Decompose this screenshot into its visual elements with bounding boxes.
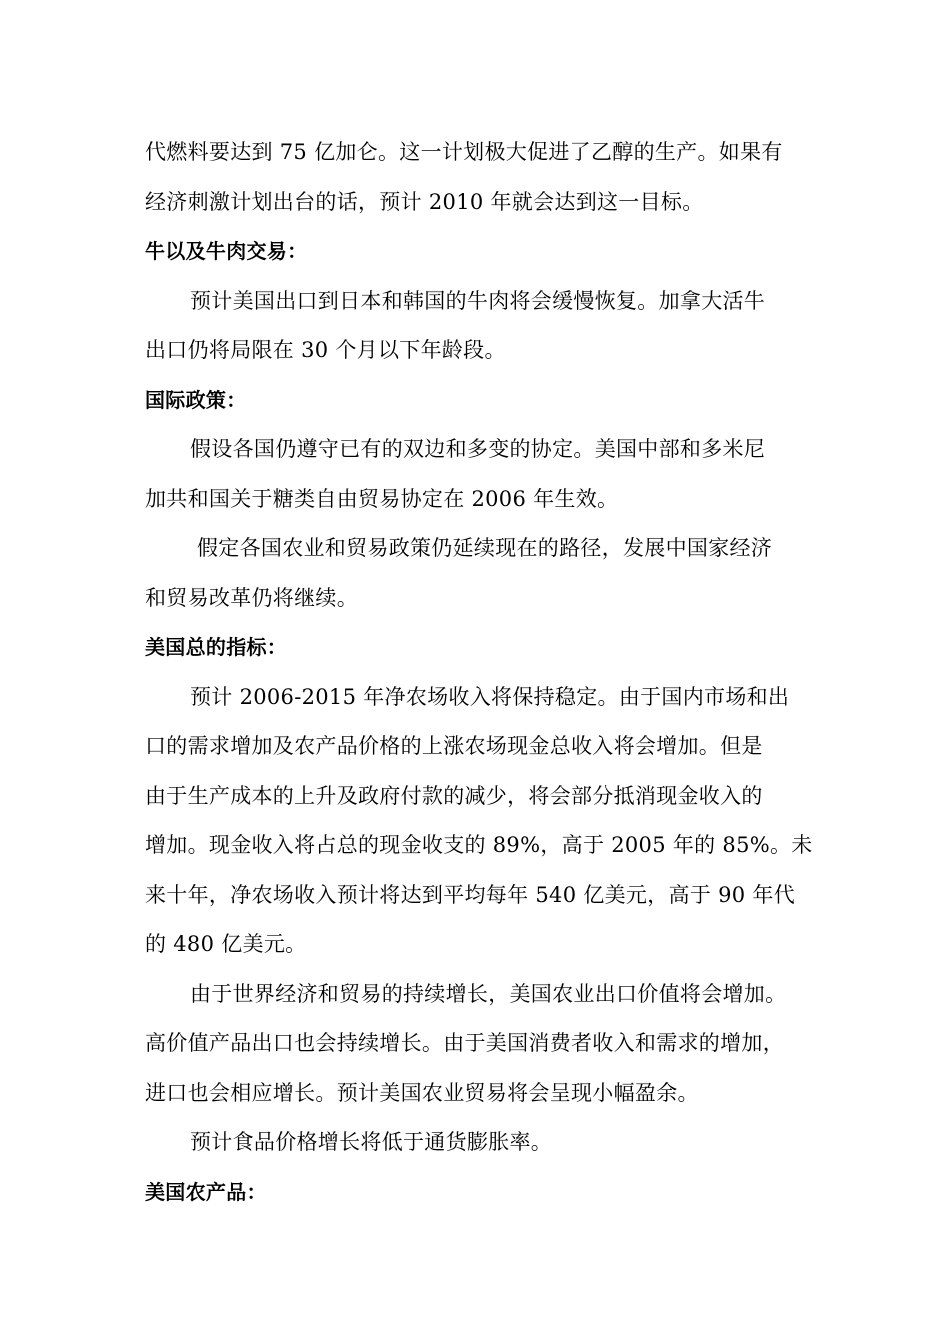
paragraph-line: 和贸易改革仍将继续。 <box>145 585 358 610</box>
paragraph-line: 加共和国关于糖类自由贸易协定在 2006 年生效。 <box>145 486 619 511</box>
section-heading: 国际政策： <box>145 387 247 412</box>
document-page <box>145 128 813 1217</box>
paragraph-line: 进口也会相应增长。预计美国农业贸易将会呈现小幅盈余。 <box>145 1080 699 1105</box>
section-heading: 美国总的指标： <box>145 635 288 659</box>
paragraph-line: 预计食品价格增长将低于通货膨胀率。 <box>190 1130 553 1154</box>
paragraph-line: 的 480 亿美元。 <box>145 932 307 956</box>
paragraph-line: 口的需求增加及农产品价格的上涨农场现金总收入将会增加。但是 <box>145 734 763 758</box>
paragraph-line: 经济刺激计划出台的话，预计 2010 年就会达到这一目标。 <box>145 189 704 214</box>
paragraph-line: 由于生产成本的上升及政府付款的减少，将会部分抵消现金收入的 <box>145 783 763 808</box>
paragraph-line: 预计美国出口到日本和韩国的牛肉将会缓慢恢复。加拿大活牛 <box>190 288 766 313</box>
paragraph-line: 来十年，净农场收入预计将达到平均每年 540 亿美元，高于 90 年代 <box>145 882 796 907</box>
paragraph-line: 假设各国仍遵守已有的双边和多变的协定。美国中部和多米尼 <box>190 437 766 461</box>
paragraph-line: 由于世界经济和贸易的持续增长，美国农业出口价值将会增加。 <box>190 981 787 1006</box>
section-heading: 美国农产品： <box>145 1179 267 1204</box>
paragraph-line: 假定各国农业和贸易政策仍延续现在的路径，发展中国家经济 <box>197 536 773 560</box>
paragraph-line: 预计 2006-2015 年净农场收入将保持稳定。由于国内市场和出 <box>190 684 790 709</box>
paragraph-line: 增加。现金收入将占总的现金收支的 89%，高于 2005 年的 85%。未 <box>145 833 813 857</box>
section-heading: 牛以及牛肉交易： <box>145 239 308 263</box>
paragraph-line: 出口仍将局限在 30 个月以下年龄段。 <box>145 338 506 362</box>
paragraph-line: 代燃料要达到 75 亿加仑。这一计划极大促进了乙醇的生产。如果有 <box>145 140 783 164</box>
paragraph-line: 高价值产品出口也会持续增长。由于美国消费者收入和需求的增加， <box>145 1031 784 1055</box>
